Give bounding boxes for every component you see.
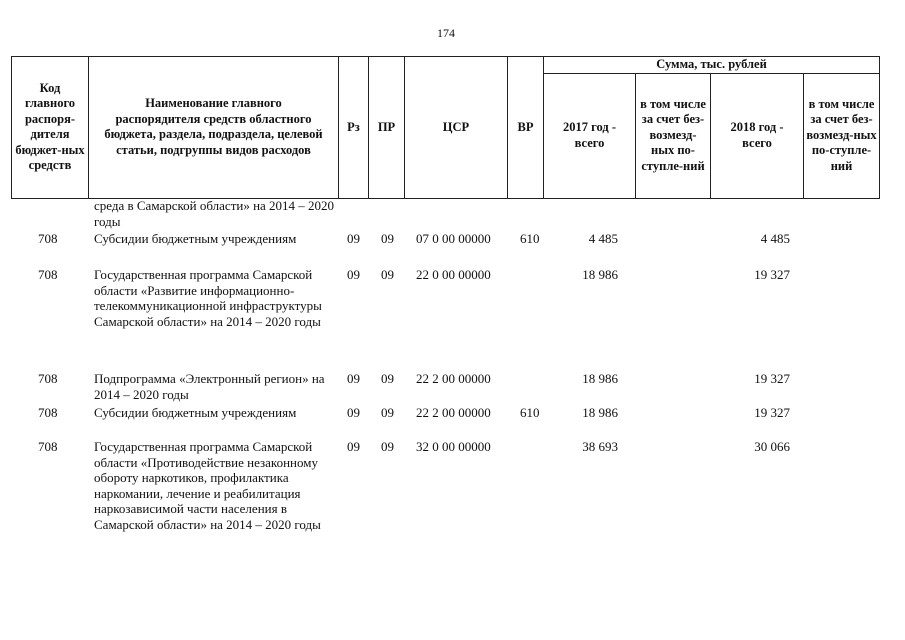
cell-name: среда в Самарской области» на 2014 – 2020 годы (94, 198, 335, 229)
cell-rz: 09 (347, 371, 360, 386)
table-row (0, 371, 905, 405)
cell-sum-2017: 18 986 (582, 267, 618, 282)
cell-pr: 09 (381, 405, 394, 420)
cell-kod: 708 (38, 231, 58, 246)
cell-name: Субсидии бюджетным учреждениям (94, 231, 297, 246)
header-kod: Код главного распоря-дителя бюджет-ных средств (12, 57, 89, 199)
header-2017: 2017 год - всего (544, 73, 636, 198)
cell-csr: 22 2 00 00000 (416, 371, 491, 386)
cell-name: Государственная программа Самарской области «Противодействие незаконному обороту наркотиков, профилактика наркомании, лечение и реабилитация наркозависимой части населения в Самарской области» на 2014 – 2020 годы (94, 439, 321, 532)
table-row (0, 405, 905, 439)
cell-kod: 708 (38, 371, 58, 386)
cell-rz: 09 (347, 439, 360, 454)
table-row (0, 267, 905, 371)
cell-kod: 708 (38, 267, 58, 282)
table-row (0, 439, 905, 579)
page-number: 174 (437, 26, 455, 40)
header-csr: ЦСР (405, 57, 508, 199)
header-rz: Рз (339, 57, 369, 199)
cell-pr: 09 (381, 231, 394, 246)
table-row (0, 198, 905, 231)
cell-pr: 09 (381, 371, 394, 386)
cell-csr: 07 0 00 00000 (416, 231, 491, 246)
header-2017-incl: в том числе за счет без-возмезд-ных по-ступле-ний (636, 73, 711, 198)
cell-csr: 22 2 00 00000 (416, 405, 491, 420)
cell-csr: 32 0 00 00000 (416, 439, 491, 454)
cell-kod: 708 (38, 405, 58, 420)
cell-rz: 09 (347, 267, 360, 282)
cell-kod: 708 (38, 439, 58, 454)
cell-sum-2017: 38 693 (582, 439, 618, 454)
cell-pr: 09 (381, 267, 394, 282)
cell-sum-2018: 19 327 (754, 405, 790, 420)
cell-sum-2017: 18 986 (582, 405, 618, 420)
cell-sum-2018: 19 327 (754, 267, 790, 282)
header-sum: Сумма, тыс. рублей (544, 57, 880, 74)
cell-sum-2017: 4 485 (588, 231, 618, 246)
cell-rz: 09 (347, 405, 360, 420)
cell-name: Государственная программа Самарской области «Развитие информационно-телекоммуникационной инфраструктуры Самарской области» на 2014 – 2020 годы (94, 267, 322, 329)
cell-csr: 22 0 00 00000 (416, 267, 491, 282)
cell-rz: 09 (347, 231, 360, 246)
cell-sum-2018: 19 327 (754, 371, 790, 386)
header-2018: 2018 год - всего (711, 73, 804, 198)
header-pr: ПР (369, 57, 405, 199)
cell-sum-2017: 18 986 (582, 371, 618, 386)
header-name: Наименование главного распорядителя средств областного бюджета, раздела, подраздела, целевой статьи, подгруппы видов расходов (89, 57, 339, 199)
table-header (11, 56, 880, 199)
cell-name: Субсидии бюджетным учреждениям (94, 405, 297, 420)
cell-pr: 09 (381, 439, 394, 454)
header-2018-incl: в том числе за счет без-возмезд-ных по-ступле-ний (804, 73, 880, 198)
table-body (0, 198, 905, 579)
cell-name: Подпрограмма «Электронный регион» на 2014 – 2020 годы (94, 371, 325, 402)
cell-vr: 610 (520, 231, 540, 246)
table-row (0, 231, 905, 267)
header-vr: ВР (508, 57, 544, 199)
cell-sum-2018: 4 485 (760, 231, 790, 246)
cell-vr: 610 (520, 405, 540, 420)
cell-sum-2018: 30 066 (754, 439, 790, 454)
